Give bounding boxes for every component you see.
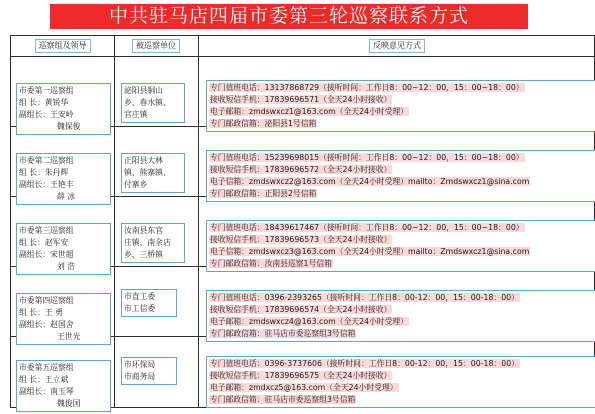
- email-text: 电子邮箱：zmdswxcz4@163.com（全天24小时受理）: [210, 317, 408, 326]
- group-leader: 组 长：朱丹辉: [19, 168, 69, 177]
- deputy-leader-2: 魏俊国: [57, 399, 81, 408]
- group-name: 市委第四巡察组: [19, 296, 74, 305]
- unit-line: 乡、春水镇、: [124, 98, 171, 107]
- unit-cell: [121, 289, 177, 317]
- mailbox-text: 专门邮政信箱：汝南县巡察1号信箱: [210, 259, 332, 268]
- hotline-text: 专门值班电话：0396-3737606（接听时间：工作日8：00-12：00，15：00-18：00）: [210, 359, 519, 368]
- sms-text: 接收短信手机：17839696571（全天24小时接收）: [210, 95, 392, 104]
- hotline-text: 专门值班电话：15239698015（接听时间：工作日8：00~12：00，15：00~18：00）: [210, 153, 524, 162]
- email-text: 电子邮箱：zmdxcz5@163.com（全天24小时受理）: [210, 383, 398, 392]
- sms-text: 接收短信手机：17839696572（全天24小时接收）: [210, 165, 392, 174]
- deputy-leader: 副组长：赵国舍: [19, 320, 74, 329]
- contact-cell: [206, 290, 595, 342]
- hotline-text: 专门值班电话：13137868729（接听时间：工作日8：00~12：00，15：00~18：00）: [210, 83, 524, 92]
- group-name: 市委第三巡察组: [19, 226, 74, 235]
- deputy-leader-2: 王世光: [57, 332, 81, 341]
- group-leader: 组 长：赵军安: [19, 238, 69, 247]
- deputy-leader: 副组长：南玉琴: [19, 387, 74, 396]
- table-row: [11, 196, 594, 271]
- mailbox-text: 专门邮政信箱：泌阳县1号信箱: [210, 119, 317, 128]
- contact-cell: [206, 356, 595, 408]
- unit-line: 乡、三桥镇: [124, 250, 163, 259]
- unit-line: 市环保局: [124, 360, 156, 369]
- table-row: [11, 56, 594, 131]
- email-text: 电子信箱：zmdswxcz2@163.com（全天24小时受理）mailto：Zmdswxcz1@sina.com: [210, 177, 530, 186]
- unit-cell: [121, 223, 185, 263]
- header-unit: 被巡察单位: [114, 36, 198, 56]
- group-leader: 组 长：王立斌: [19, 375, 69, 384]
- unit-line: 官庄镇: [124, 110, 148, 119]
- header-group: 巡察组及领导: [11, 36, 114, 56]
- email-text: 电子信箱：zmdswxcz3@163.com（全天24小时受理）mailto：Zmdswxcz1@sina.com: [210, 247, 530, 256]
- contact-cell: [206, 150, 595, 202]
- hotline-text: 专门值班电话：0396-2393265（接听时间：工作日8：00-12：00，15：00-18：00）: [210, 293, 519, 302]
- unit-line: 正阳县大林: [124, 156, 163, 165]
- header-contact: 反映意见方式: [198, 36, 595, 56]
- unit-line: 市商务局: [124, 372, 156, 381]
- mailbox-text: 专门邮政信箱：驻马店市委巡察组3号信箱: [210, 329, 356, 338]
- unit-line: 付寨乡: [124, 180, 148, 189]
- deputy-leader: 副组长：宋世超: [19, 250, 74, 259]
- unit-cell: [121, 153, 185, 193]
- deputy-leader-2: 魏保俊: [57, 122, 81, 131]
- table-row: [11, 336, 594, 408]
- table-row: [11, 126, 594, 201]
- deputy-leader: 副组长：王安岭: [19, 110, 74, 119]
- sms-text: 接收短信手机：17839696574（全天24小时接收）: [210, 305, 392, 314]
- table-row: [11, 266, 594, 341]
- group-leader: 组 长：黄锐华: [19, 98, 69, 107]
- email-text: 电子邮箱：zmdswxcz1@163.com（全天24小时受理）: [210, 107, 408, 116]
- group-name: 市委第五巡察组: [19, 363, 74, 372]
- unit-line: 泌阳县铜山: [124, 86, 163, 95]
- unit-cell: [121, 357, 177, 385]
- unit-line: 镇、熊寨镇、: [124, 168, 171, 177]
- hotline-text: 专门值班电话：18439617467（接听时间：工作日8：00~12：00，15：00~18：00）: [210, 223, 524, 232]
- deputy-leader-2: 刘 浩: [57, 262, 76, 271]
- group-leader: 组 长：王 勇: [19, 308, 63, 317]
- sms-text: 接收短信手机：17839696575（全天24小时接收）: [210, 371, 392, 380]
- group-name: 市委第一巡察组: [19, 86, 74, 95]
- unit-line: 市工信委: [124, 304, 156, 313]
- contact-table: [10, 35, 595, 408]
- mailbox-text: 专门邮政信箱：驻马店市委巡察组3号信箱: [210, 395, 356, 404]
- mailbox-text: 专门邮政信箱：正阳县2号信箱: [210, 189, 317, 198]
- deputy-leader: 副组长：王艳丰: [19, 180, 74, 189]
- unit-cell: [121, 83, 185, 123]
- unit-line: 市直工委: [124, 292, 156, 301]
- deputy-leader-2: 薛 冰: [57, 192, 76, 201]
- unit-line: 庄镇、南余店: [124, 238, 171, 247]
- page-title: 中共驻马店四届市委第三轮巡察联系方式: [50, 4, 528, 29]
- sms-text: 接收短信手机：17839696573（全天24小时接收）: [210, 235, 392, 244]
- contact-cell: [206, 220, 595, 272]
- unit-line: 汝南县东官: [124, 226, 163, 235]
- leader-cell: [16, 360, 111, 412]
- contact-cell: [206, 80, 595, 132]
- group-name: 市委第二巡察组: [19, 156, 74, 165]
